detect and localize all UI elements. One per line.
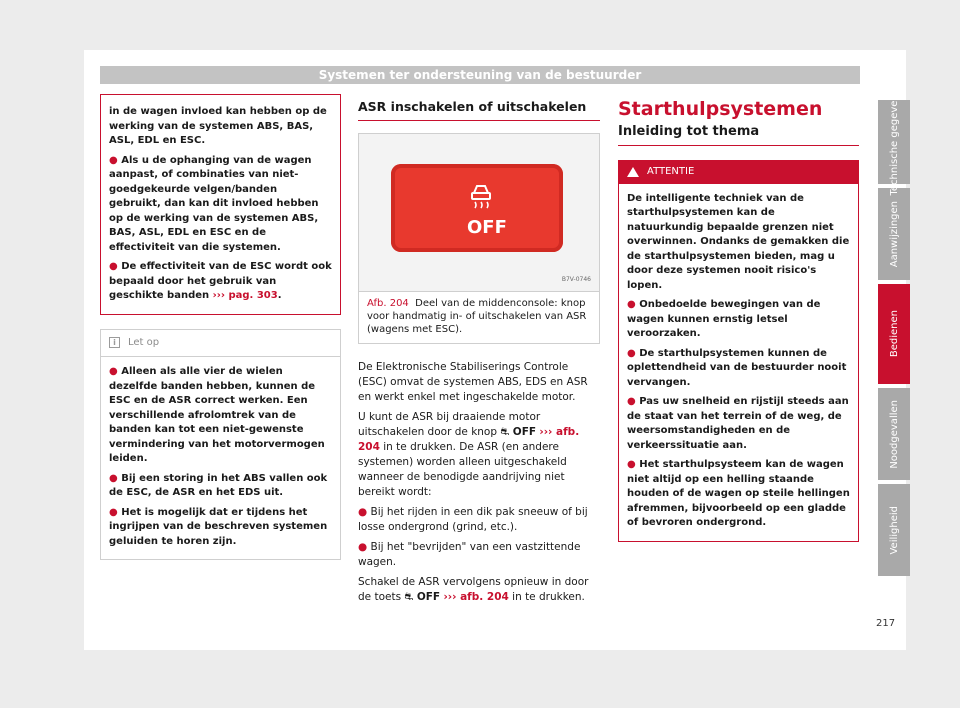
tab-veiligheid[interactable]: Veiligheid	[878, 484, 910, 576]
asr-text	[358, 360, 600, 605]
tab-bedienen[interactable]: Bedienen	[878, 284, 910, 384]
figure-204	[358, 133, 600, 344]
left-column	[100, 94, 341, 560]
safety-continuation-box	[100, 94, 341, 315]
paragraph: De Elektronische Stabiliserings Controle (ESC) omvat de systemen ABS, EDS en ASR en werkt enkel met ingeschakelde motor.	[358, 360, 588, 403]
warning-bullet: ● Pas uw snelheid en rijstijl steeds aan de staat van het terrein of de weg, de weersomstandigheden en de verkeerssituatie aan.	[627, 396, 849, 451]
figure-reference-link[interactable]: ››› afb. 204	[358, 425, 580, 453]
chapter-tabs	[878, 88, 910, 580]
warning-title: ATTENTIE	[647, 166, 695, 177]
off-label: OFF	[467, 216, 507, 238]
safety-bullet: ● Als u de ophanging van de wagen aanpast, of combinaties van niet-goedgekeurde velgen/banden gebruikt, dan kan dit invloed hebben op de werking van de systemen ABS, BAS, ASL, EDL en ESC en de effectiviteit van die systemen.	[109, 154, 319, 253]
tab-noodgevallen[interactable]: Noodgevallen	[878, 388, 910, 480]
topic-title: Inleiding tot thema	[618, 125, 859, 147]
middle-column	[358, 100, 600, 610]
paragraph: U kunt de ASR bij draaiende motor uitschakelen door de knop ⛐ OFF ››› afb. 204 in te drukken. De ASR (en andere systemen) worden alleen uitgeschakeld wanneer de benodigde aandrijving niet bereikt wordt:	[358, 410, 580, 498]
warning-header	[619, 161, 858, 184]
list-item: ● Bij het rijden in een dik pak sneeuw of bij losse ondergrond (grind, etc.).	[358, 505, 588, 533]
warning-bullet: ● Het starthulpsysteem kan de wagen niet altijd op een helling staande houden of de wagen op steile hellingen afremmen, bijvoorbeeld op een gladde of bevroren ondergrond.	[627, 459, 850, 528]
warning-triangle-icon	[627, 167, 639, 177]
safety-intro: in de wagen invloed kan hebben op de werking van de systemen ABS, BAS, ASL, EDL en ESC.	[109, 106, 327, 146]
note-bullet: ● Alleen als alle vier de wielen dezelfde banden hebben, kunnen de ESC en de ASR correct werken. Een verschillende afrolomtrek van de banden kan tot een niet-gewenste vermindering van het motorvermogen leiden.	[109, 366, 325, 464]
tab-technische-gegevens[interactable]: Technische gegevens	[878, 100, 910, 184]
warning-bullet: ● Onbedoelde bewegingen van de wagen kunnen ernstig letsel veroorzaken.	[627, 299, 821, 339]
safety-bullet: ● De effectiviteit van de ESC wordt ook bepaald door het gebruik van geschikte banden ››› pag. 303.	[109, 261, 332, 301]
note-title: Let op	[128, 336, 160, 348]
traction-control-icon	[466, 179, 496, 209]
warning-bullet: ● De starthulpsystemen kunnen de oplettendheid van de bestuurder nooit vervangen.	[627, 347, 847, 388]
figure-caption: Afb. 204 Deel van de middenconsole: knop voor handmatig in- of uitschakelen van ASR (wagens met ESC).	[367, 297, 587, 335]
note-header	[101, 330, 340, 358]
page-reference-link[interactable]: ››› pag. 303	[212, 290, 278, 301]
info-icon: i	[109, 337, 120, 348]
list-item: ● Bij het "bevrijden" van een vastzittende wagen.	[358, 540, 581, 568]
paragraph: Schakel de ASR vervolgens opnieuw in door de toets ⛐ OFF ››› afb. 204 in te drukken.	[358, 575, 589, 603]
figure-code: B7V-0746	[561, 276, 591, 283]
page-number: 217	[876, 618, 896, 629]
page-header: Systemen ter ondersteuning van de bestuurder	[100, 66, 860, 84]
asr-off-button-illustration	[391, 164, 563, 252]
figure-image	[359, 134, 599, 292]
warning-intro: De intelligente techniek van de starthulpsystemen kan de natuurkundig bepaalde grenzen niet overwinnen. Ondanks de gemakken die de starthulpsystemen bieden, mag u door deze systemen nooit risico's lopen.	[627, 192, 850, 291]
traction-control-small-icon: ⛐	[500, 425, 510, 438]
note-box	[100, 329, 341, 561]
warning-box	[618, 160, 859, 542]
chapter-title: Starthulpsystemen	[618, 98, 823, 120]
note-bullet: ● Het is mogelijk dat er tijdens het ingrijpen van de beschreven systemen geluiden te horen zijn.	[109, 506, 328, 547]
figure-label: Afb. 204	[367, 297, 409, 309]
tab-aanwijzingen[interactable]: Aanwijzingen	[878, 188, 910, 280]
section-title: ASR inschakelen of uitschakelen	[358, 100, 600, 121]
warning-body	[619, 184, 858, 541]
note-body	[101, 357, 340, 559]
note-bullet: ● Bij een storing in het ABS vallen ook de ESC, de ASR en het EDS uit.	[109, 472, 328, 498]
traction-control-small-icon: ⛐	[404, 590, 414, 603]
right-column	[618, 98, 859, 542]
figure-reference-link[interactable]: ››› afb. 204	[443, 590, 509, 603]
